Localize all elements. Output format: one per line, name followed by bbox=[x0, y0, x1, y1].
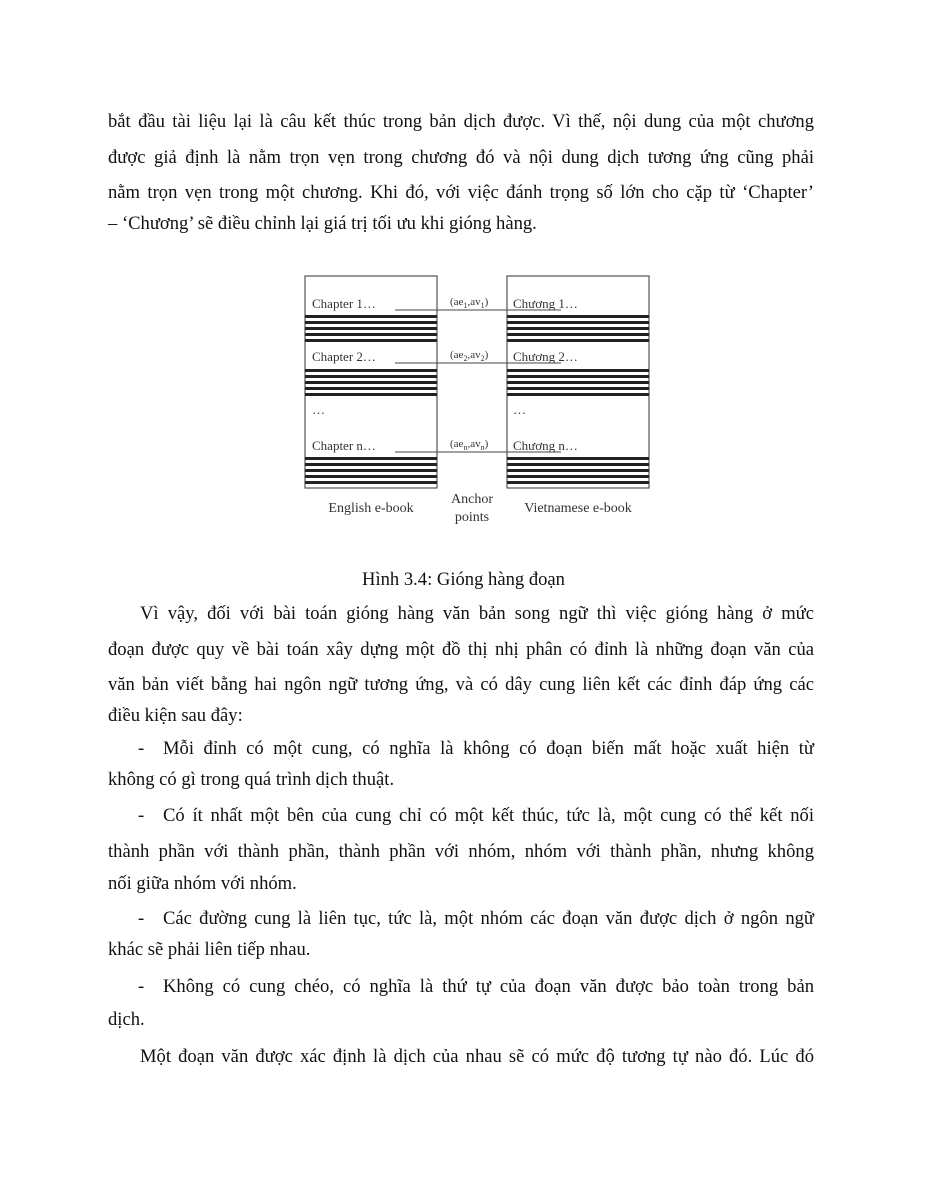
bullet-dash: - bbox=[138, 908, 145, 929]
bullet-dash: - bbox=[138, 738, 145, 759]
left-row-2: Chapter 2… bbox=[312, 349, 376, 364]
list-item-continuation: dịch. bbox=[108, 1009, 145, 1030]
body-text-line: điều kiện sau đây: bbox=[108, 705, 243, 726]
left-row-ellipsis: … bbox=[312, 402, 325, 417]
anchor-points-label-2: points bbox=[454, 510, 490, 525]
list-item-text: Có ít nhất một bên của cung chỉ có một kết thúc, tức là, một cung có thể kết nối bbox=[163, 805, 814, 826]
left-row-1: Chapter 1… bbox=[312, 296, 376, 311]
vietnamese-ebook-label: Vietnamese e-book bbox=[524, 501, 632, 516]
anchor-label-n: $(ae_n,av_n)$ bbox=[450, 438, 489, 452]
anchor-label-2: $(ae_2,av_2)$ bbox=[450, 349, 489, 363]
body-text-line: nằm trọn vẹn trong một chương. Khi đó, với việc đánh trọng số lớn cho cặp từ ‘Chapter’ bbox=[108, 182, 814, 203]
right-row-2: Chương 2… bbox=[513, 349, 578, 364]
left-paragraph-stripes bbox=[305, 315, 437, 484]
right-paragraph-stripes bbox=[507, 315, 649, 484]
list-item-continuation: khác sẽ phải liên tiếp nhau. bbox=[108, 939, 311, 960]
chapter-alignment-figure bbox=[295, 270, 665, 532]
bullet-dash: - bbox=[138, 976, 145, 997]
anchor-label-1: $(ae_1,av_1)$ bbox=[450, 296, 489, 310]
bullet-dash: - bbox=[138, 805, 145, 826]
list-item-continuation: nối giữa nhóm với nhóm. bbox=[108, 873, 297, 894]
body-text-line: bắt đầu tài liệu lại là câu kết thúc trong bản dịch được. Vì thế, nội dung của một chương bbox=[108, 111, 814, 132]
figure-caption: Hình 3.4: Gióng hàng đoạn bbox=[362, 569, 565, 590]
list-item-text: Các đường cung là liên tục, tức là, một nhóm các đoạn văn được dịch ở ngôn ngữ bbox=[163, 908, 814, 929]
list-item-continuation: thành phần với thành phần, thành phần với nhóm, nhóm với thành phần, nhưng không bbox=[108, 841, 814, 862]
body-text-line: văn bản viết bằng hai ngôn ngữ tương ứng, và có dây cung liên kết các đỉnh đáp ứng các bbox=[108, 674, 814, 695]
list-item-continuation: không có gì trong quá trình dịch thuật. bbox=[108, 769, 395, 790]
body-text-line: – ‘Chương’ sẽ điều chỉnh lại giá trị tối ưu khi gióng hàng. bbox=[108, 213, 537, 234]
list-item-text: Không có cung chéo, có nghĩa là thứ tự của đoạn văn được bảo toàn trong bản bbox=[163, 976, 814, 997]
body-text-line: Vì vậy, đối với bài toán gióng hàng văn bản song ngữ thì việc gióng hàng ở mức bbox=[140, 603, 814, 624]
right-row-1: Chương 1… bbox=[513, 296, 578, 311]
english-ebook-label: English e-book bbox=[328, 501, 414, 516]
body-text-line: đoạn được quy về bài toán xây dựng một đồ thị nhị phân có đỉnh là những đoạn văn của bbox=[108, 639, 814, 660]
anchor-points-label-1: Anchor bbox=[451, 492, 493, 507]
right-row-n: Chương n… bbox=[513, 438, 578, 453]
body-text-line: được giả định là nằm trọn vẹn trong chương đó và nội dung dịch tương ứng cũng phải bbox=[108, 147, 814, 168]
body-text-line: Một đoạn văn được xác định là dịch của nhau sẽ có mức độ tương tự nào đó. Lúc đó bbox=[140, 1046, 814, 1067]
list-item-text: Mỗi đỉnh có một cung, có nghĩa là không có đoạn biến mất hoặc xuất hiện từ bbox=[163, 738, 814, 759]
right-row-ellipsis: … bbox=[513, 402, 526, 417]
left-row-n: Chapter n… bbox=[312, 438, 376, 453]
